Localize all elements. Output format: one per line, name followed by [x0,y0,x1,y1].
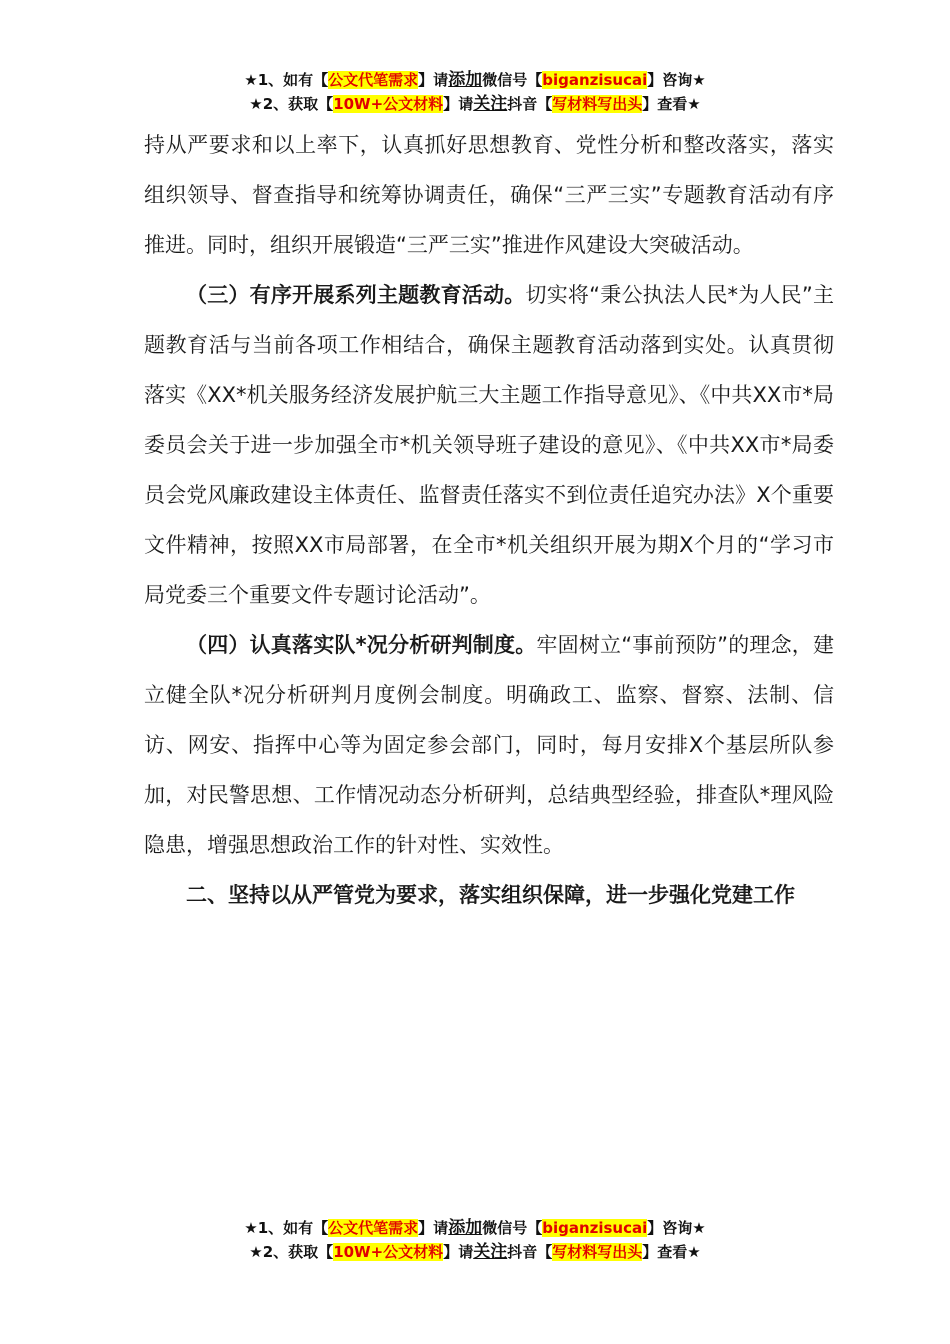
banner-text: ★2、获取【 [249,95,334,113]
banner-text: 】咨询★ [647,1219,706,1237]
header-banner [0,68,950,116]
banner-text: 】请 [418,1219,449,1237]
banner-highlight: 10W+公文材料 [333,95,444,113]
banner-line-2 [0,92,950,116]
banner-text: 微信号【 [482,71,543,89]
footer-banner [0,1216,950,1264]
banner-highlight: biganzisucai [542,71,648,89]
banner-highlight: biganzisucai [542,1219,648,1237]
banner-text: ★1、如有【 [244,1219,329,1237]
paragraph-3-text: 牢固树立“事前预防”的理念，建立健全队*况分析研判月度例会制度。明确政工、监察、督察、法制、信访、网安、指挥中心等为固定参会部门，同时，每月安排X个基层所队参加，对民警思想、工作情况动态分析研判，总结典型经验，排查队*理风险隐患，增强思想政治工作的针对性、实效性。 [144,633,835,857]
section-heading-2: 二、坚持以从严管党为要求，落实组织保障，进一步强化党建工作 [186,883,795,907]
banner-text: 抖音【 [507,95,553,113]
banner-text: 微信号【 [482,1219,543,1237]
paragraph-2-text: 切实将“秉公执法人民*为人民”主题教育活与当前各项工作相结合，确保主题教育活动落到实处。认真贯彻落实《XX*机关服务经济发展护航三大主题工作指导意见》、《中共XX市*局委员会关于进一步加强全市*机关领导班子建设的意见》、《中共XX市*局委员会党风廉政建设主体责任、监督责任落实不到位责任追究办法》X个重要文件精神，按照XX市局部署，在全市*机关组织开展为期X个月的“学习市局党委三个重要文件专题讨论活动”。 [144,283,835,607]
banner-emphasis: 关注 [473,94,508,114]
banner-text: ★1、如有【 [244,71,329,89]
paragraph-3-heading: （四）认真落实队*况分析研判制度。 [186,633,537,657]
banner-text: 】查看★ [642,95,701,113]
paragraph-2 [144,270,834,620]
banner-text: 】查看★ [642,1243,701,1261]
banner-line-1 [0,68,950,92]
banner-highlight: 写材料写出头 [552,95,643,113]
banner-highlight: 公文代笔需求 [328,71,419,89]
banner-text: ★2、获取【 [249,1243,334,1261]
paragraph-3 [144,620,834,870]
banner-text: 】请 [418,71,449,89]
banner-text: 】请 [443,95,474,113]
banner-highlight: 写材料写出头 [552,1243,643,1261]
banner-emphasis: 关注 [473,1242,508,1262]
paragraph-2-heading: （三）有序开展系列主题教育活动。 [186,283,526,307]
banner-text: 】咨询★ [647,71,706,89]
banner-text: 抖音【 [507,1243,553,1261]
banner-highlight: 10W+公文材料 [333,1243,444,1261]
banner-emphasis: 添加 [448,1218,483,1238]
document-body [144,120,834,920]
paragraph-1: 持从严要求和以上率下，认真抓好思想教育、党性分析和整改落实，落实组织领导、督查指导和统筹协调责任，确保“三严三实”专题教育活动有序推进。同时，组织开展锻造“三严三实”推进作风建设大突破活动。 [144,133,834,257]
banner-emphasis: 添加 [448,70,483,90]
banner-line-1 [0,1216,950,1240]
banner-text: 】请 [443,1243,474,1261]
banner-highlight: 公文代笔需求 [328,1219,419,1237]
banner-line-2 [0,1240,950,1264]
